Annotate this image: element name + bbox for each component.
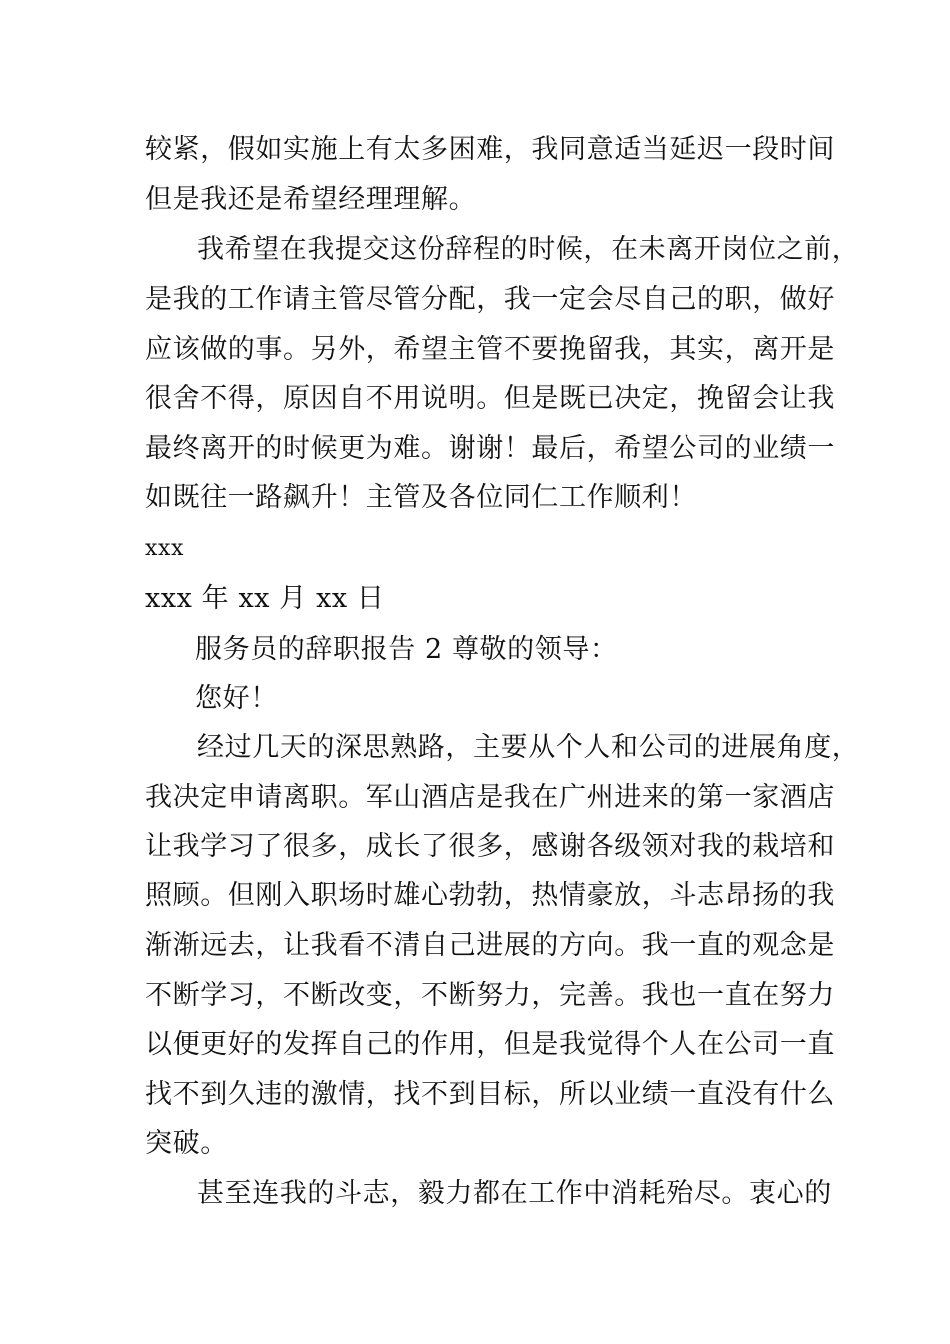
- text-line: 照顾。但刚入职场时雄心勃勃，热情豪放，斗志昂扬的我: [145, 880, 835, 911]
- paragraph-start: 甚至连我的斗志，毅力都在工作中消耗殆尽。衷心的: [197, 1178, 832, 1209]
- text-line: 渐渐远去，让我看不清自己进展的方向。我一直的观念是: [145, 930, 835, 961]
- text-line: 让我学习了很多，成长了很多，感谢各级领对我的栽培和: [145, 831, 835, 862]
- text-line: 找不到久违的激情，找不到目标，所以业绩一直没有什么: [145, 1079, 835, 1110]
- signature-name: xxx: [145, 536, 185, 561]
- text-line: 较紧，假如实施上有太多困难，我同意适当延迟一段时间: [145, 134, 835, 165]
- text-line: 以便更好的发挥自己的作用，但是我觉得个人在公司一直: [145, 1029, 835, 1060]
- letter-greeting: 您好！: [195, 683, 278, 714]
- text-line: 是我的工作请主管尽管分配，我一定会尽自己的职，做好: [145, 284, 835, 315]
- text-line: 但是我还是希望经理理解。: [145, 184, 477, 215]
- paragraph-start: 我希望在我提交这份辞程的时候，在未离开岗位之前，: [197, 234, 860, 265]
- text-line: 突破。: [145, 1128, 228, 1159]
- text-line: 很舍不得，原因自不用说明。但是既已决定，挽留会让我: [145, 383, 835, 414]
- text-line: 不断学习，不断改变，不断努力，完善。我也一直在努力: [145, 980, 835, 1011]
- text-line: 最终离开的时候更为难。谢谢！最后，希望公司的业绩一: [145, 433, 835, 464]
- text-line: 我决定申请离职。军山酒店是我在广州进来的第一家酒店: [145, 782, 835, 813]
- text-line: 如既往一路飙升！主管及各位同仁工作顺利！: [145, 482, 697, 513]
- text-line: 应该做的事。另外，希望主管不要挽留我，其实，离开是: [145, 334, 835, 365]
- letter-heading: 服务员的辞职报告 2 尊敬的领导：: [195, 634, 618, 665]
- signature-date: xxx 年 xx 月 xx 日: [145, 583, 385, 614]
- paragraph-start: 经过几天的深思熟路，主要从个人和公司的进展角度，: [197, 732, 860, 763]
